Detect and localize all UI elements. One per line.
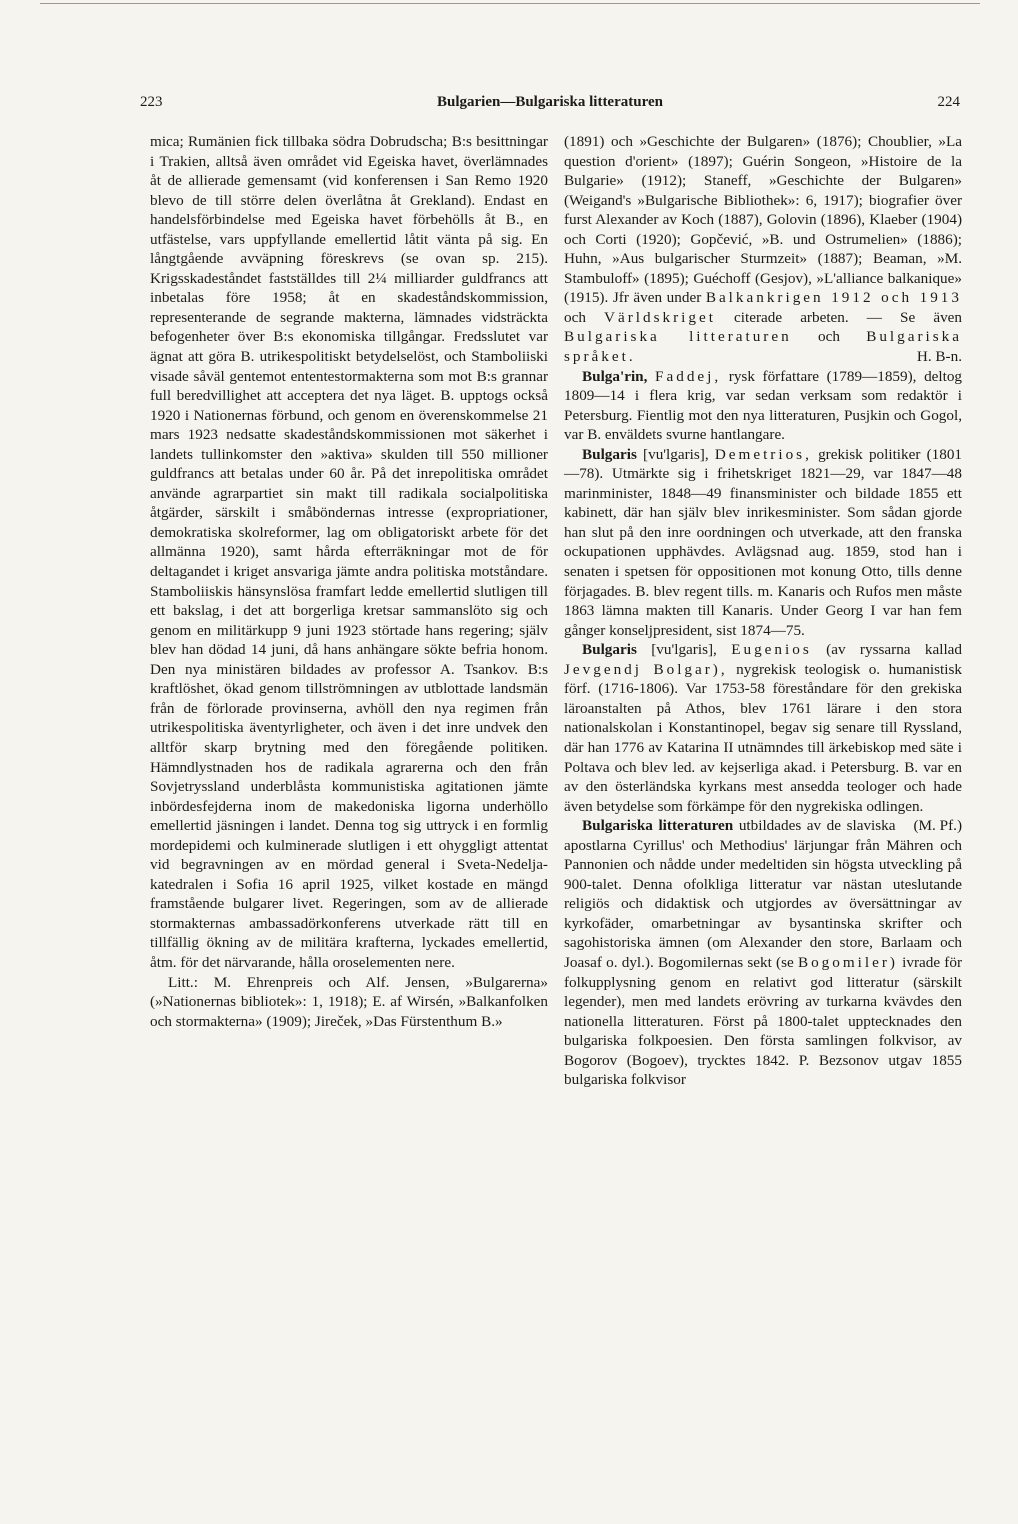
literature-references: Litt.: M. Ehrenpreis och Alf. Jensen, »Bulgarerna» (»Nationernas bibliotek»: 1, 1918); E. af Wirsén, »Balkanfolken och stormakterna» (1909); Jireček, »Das Fürstenthum B.» [150, 973, 548, 1030]
page-header [140, 94, 960, 118]
entry-bulgarien-continued: (1891) och »Geschichte der Bulgaren» (1876); Choublier, »La question d'orient» (1897); Guérin Songeon, »Histoire de la Bulgarie» (1912); Staneff, »Geschichte der Bulgaren» (Weigand's »Bulgarische Bibliothek»: 6, 1917); biografier över furst Alexander av Koch (1887), Golovin (1896), Klaeber (1904) och Corti (1920); Gopčević, »B. und Ostrumelien» (1886); Huhn, »Aus bulgarischer Sturmzeit» (1887); Beaman, »M. Stambuloff» (1895); Guéchoff (Gesjov), »L'alliance balkanique» (1915). Jfr även under Balkankrigen 1912 och 1913 och Världskriget citerade arbeten. — Se även Bulgariska litteraturen och Bulgariska språket. H. B-n. [564, 133, 963, 366]
author-signature: (M. Pf.) [913, 817, 962, 835]
entry-bulgarin: Bulga'rin, Faddej, rysk författare (1789—1859), deltog 1809—14 i flera krig, var sedan verksam som redaktör i Petersburg. Fientlig mot den nya litteraturen, Pusjkin och Gogol, var B. enväldets svurne hantlangare. [564, 367, 963, 444]
headword: Bulgaris [582, 641, 637, 659]
headword: Bulgaris [582, 445, 637, 463]
cross-reference: Bulgariska litteraturen [564, 328, 792, 346]
headword: Bulga'rin, [582, 367, 648, 385]
right-column [564, 132, 962, 1090]
top-rule [40, 3, 980, 4]
author-signature: H. B-n. [916, 348, 962, 366]
entry-bulgaris-eugenios: Bulgaris [vu'lgaris], Eugenios (av ryssarna kallad Jevgendj Bolgar), nygrekisk teologisk o. humanistisk förf. (1716-1806). Var 1753-58 föreståndare för den grekiska läroanstalten på Athos, blev 1761 lärare i den stora nationalskolan i Konstantinopel, begav sig senare till Ryssland, där han 1776 av Katarina II utnämndes till ärkebiskop med säte i Poltava och blev led. av kejserliga akad. i Petersburg. B. var en av den österländska kyrkans mest ansedda teologer och hade även betydelse som förkämpe för den nygrekiska odlingen. (M. Pf.) [564, 641, 963, 835]
page-number-left: 223 [140, 94, 163, 110]
cross-reference: Världskriget [604, 308, 716, 326]
paragraph: mica; Rumänien fick tillbaka södra Dobrudscha; B:s besittningar i Trakien, alltså även området vid Egeiska havet, överlämnades åt de allierade gemensamt (vid konferensen i San Remo 1920 blevo de till större delen överlåtna åt Grekland). Endast en handelsförbindelse med Egeiska havet förbehölls åt B., en utfästelse, vars uppfyllande emellertid låtit vänta på sig. En långtgående avväpning föreskrevs (se ovan sp. 215). Krigsskadeståndet fastställdes till 2¼ milliarder guldfrancs att inbetalas före 1958; åt en skadeståndskommission, representerande de segrande makterna, lämnades vidsträckta befogenheter över B:s ekonomiska tillgångar. Fredsslutet var ägnat att göra B. utrikespolitiskt betydelselöst, och Stamboliiski visade såväl gentemot ententestormakterna som mot B:s grannar full beredvillighet att acceptera det nya läget. B. upptogs också 1920 i Nationernas förbund, och genom en överenskommelse 21 mars 1923 nedsatte skadeståndskommissionen mot säkerhet i landets tullinkomster den »aktiva» skulden till 550 millioner guldfrancs att betalas under 60 år. På det inrepolitiska området använde agrarpartiet sin makt till radikala socialpolitiska åtgärder, särskilt i småböndernas intresse (expropriationer, demokratiska skolreformer, lag om obligatoriskt arbete för det allmänna 1920), samt hårda efterräkningar mot de för deltagandet i kriget ansvariga jämte andra politiska motståndare. Stamboliiskis hänsynslösa framfart ledde emellertid slutligen till ett bakslag, i det att borgerliga kretsar sammanslöto sig och genom en militärkupp 9 juni 1923 störtade hans regering; själv blev han dödad 14 juni, då hans anhängare sökte befria honom. Den nya ministären bildades av professor A. Tsankov. B:s kraftlöshet, ökad genom tillströmningen av utblottade landsmän från de förlorade provinserna, avhöll den nya regimen från utrikespolitiska äventyrligheter, och även i det inre undvek den alltför skarp brytning med den föregående politiken. Hämndlystnaden hos de radikala agrarerna och den från Sovjetryssland underblåsta kommunistiska agitationen jämte inbördesfejderna inom de makedoniska ligorna underhöllo emellertid jäsningen i landet. Denna tog sig uttryck i en formlig mordepidemi och kulminerade slutligen i ett ohyggligt attentat vid begravningen av en mördad general i Sveta-Nedelja-katedralen i Sofia 16 april 1925, vilket kostade en mängd framstående bulgarer livet. Regeringen, som av de allierade stormakternas ambassadörkonferens utverkade rätt till en tillfällig ökning av de militära krafterna, lyckades emellertid, åtm. för det närvarande, hålla oroselementen nere. [150, 133, 548, 971]
entry-bulgariska-litteraturen: Bulgariska litteraturen utbildades av de slaviska apostlarna Cyrillus' och Methodius' lärjungar från Mähren och Pannonien och nådde under medeltiden sin högsta utveckling på 900-talet. Denna ofolkliga litteratur var nästan uteslutande religiös och didaktisk och utgjordes av översättningar av kyrkofäder, omarbetningar av bysantinska skrifter och sagohistoriska ämnen (om Alexander den store, Barlaam och Joasaf o. dyl.). Bogomilernas sekt (se Bogomiler) ivrade för folkupplysning genom en relativt god litteratur (särskilt legender), men med landets erövring av turkarna kvävdes den nationella litteraturen. Först på 1800-talet upptecknades den bulgariska folkpoesien. Den första samlingen folkvisor, av Bogorov (Bogoev), trycktes 1842. P. Bezsonov utgav 1855 bulgariska folkvisor [564, 817, 963, 1089]
entry-bulgaris-demetrios: Bulgaris [vu'lgaris], Demetrios, grekisk politiker (1801—78). Utmärkte sig i frihetskriget 1821—29, var 1847—48 marinminister, 1848—49 finansminister och bildade 1855 ett kabinett, där han själv blev inrikesminister. Som sådan gjorde han slut på den inre oordningen och utverkade, att den franska ockupationen upphävdes. Avlägsnad aug. 1859, stod han i senaten i spetsen för oppositionen mot konung Otto, tills denne förjagades. B. blev regent tills. m. Kanaris och Rufos men måste 1863 lämna makten till Kanaris. Under Georg I var han fem gånger konseljpresident, sist 1874—75. [564, 445, 963, 639]
cross-reference: Bogomiler) [797, 953, 898, 971]
headword: Bulgariska litteraturen [582, 817, 734, 835]
cross-reference: Bulgariska språket. [564, 328, 963, 366]
left-column [150, 132, 548, 1031]
running-title: Bulgarien—Bulgariska litteraturen [437, 94, 663, 110]
page-number-right: 224 [937, 94, 960, 110]
cross-reference: Balkankrigen 1912 och 1913 [705, 289, 962, 307]
